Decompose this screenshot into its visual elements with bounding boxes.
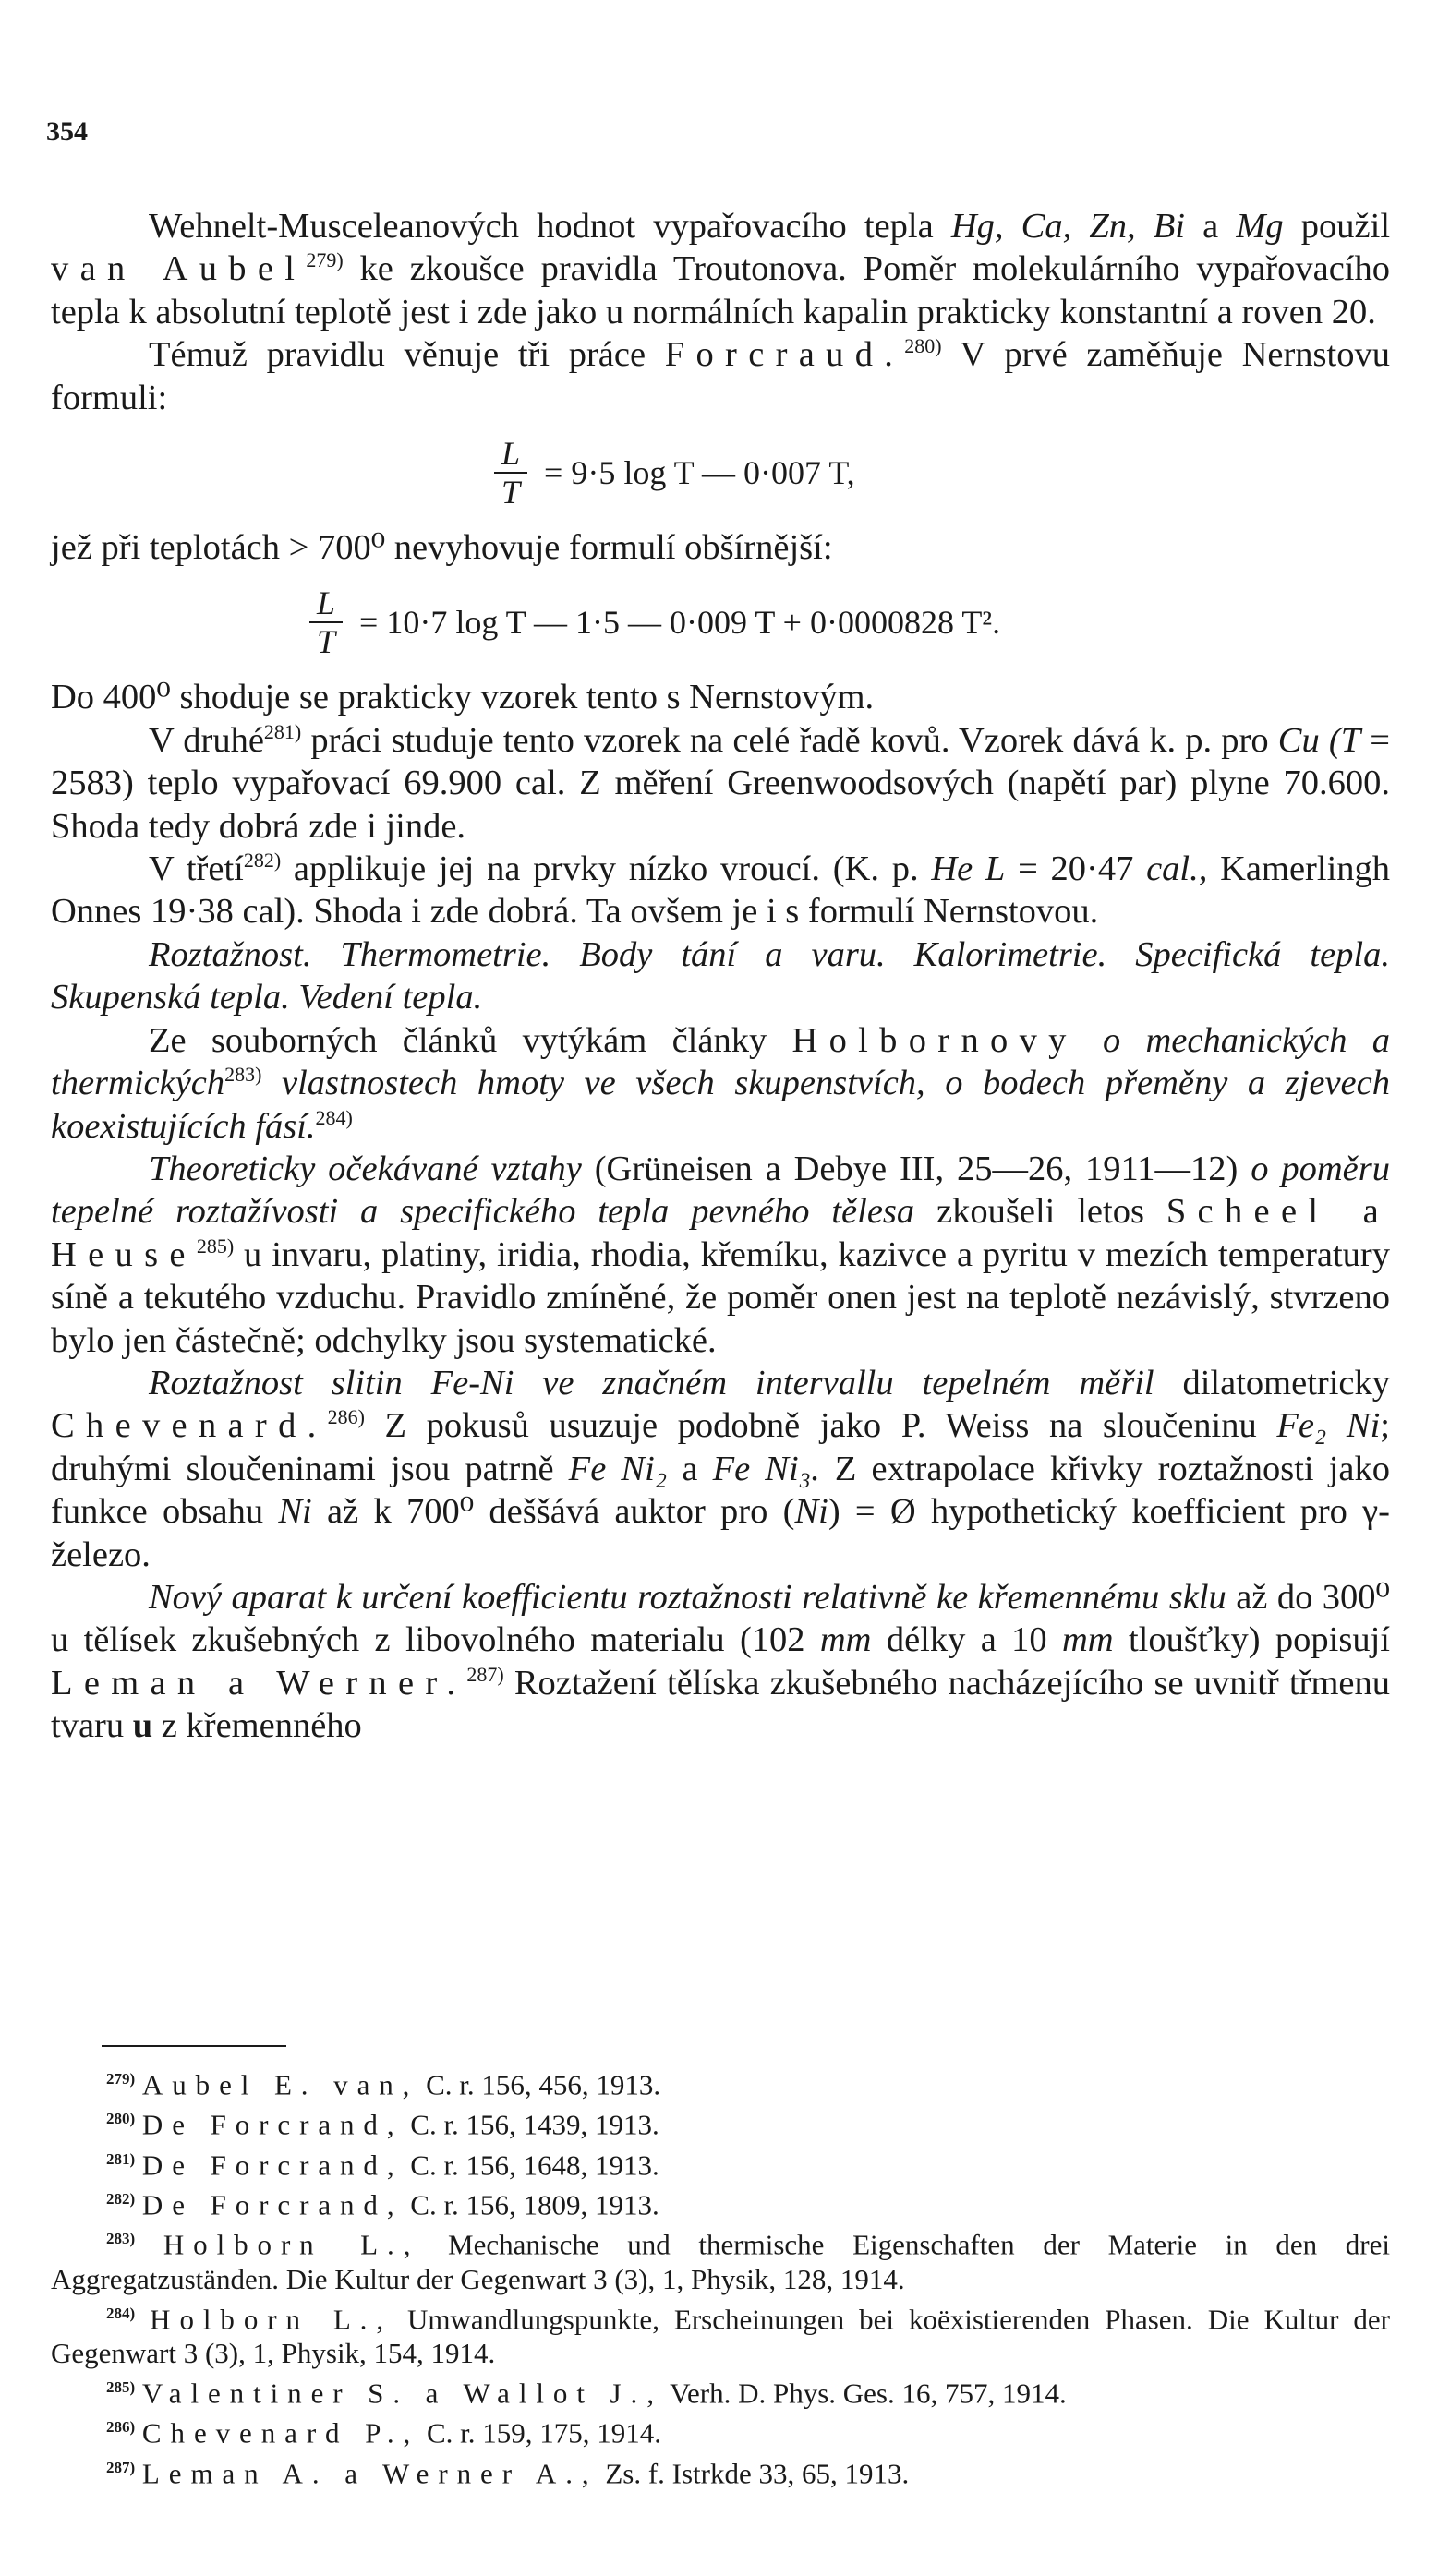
formula-rhs: = 9·5 log T — 0·007 T, [544, 453, 855, 491]
text-span: u invaru, platiny, iridia, rhodia, křemíku, kazivce a pyritu v mezích temperatury síně a tekutého vzduchu. Pravidlo zmíněné, že poměr onen jest na teplotě nezávislý, stvrzeno bylo jen částečně; odchylky jsou systematické. [51, 1234, 1390, 1360]
text-span: Z pokusů usuzuje podobně jako P. Weiss na sloučeninu [364, 1406, 1277, 1446]
footnote [51, 2370, 1390, 2410]
text-span: mm [819, 1620, 872, 1660]
paragraph-3: jež při teplotách > 700⁰ nevyhovuje formulí obšírnější: [51, 528, 833, 568]
fraction-numerator: L [309, 584, 343, 623]
text-span: Nový aparat k určení koefficientu roztažnosti relativně ke křemennému sklu [149, 1577, 1226, 1617]
footnote-author: Chevenard P., [141, 2416, 420, 2450]
text-span: tloušťky) popisují [1113, 1620, 1390, 1660]
footnote-ref: 279) [306, 248, 344, 272]
paragraph-7 [51, 1019, 1390, 1148]
footnote-author: Leman A. a Werner A., [141, 2456, 598, 2489]
text-span: práci studuje tento vzorek na celé řadě kovů. Vzorek dává k. p. pro [301, 720, 1278, 760]
footnote-text: Verh. D. Phys. Ges. 16, 757, 1914. [662, 2377, 1067, 2410]
footnote [51, 2101, 1390, 2141]
paragraph-10 [51, 1576, 1390, 1748]
paragraph-6 [51, 848, 1390, 933]
paragraph-2 [51, 333, 1390, 419]
text-span: Témuž pravidlu věnuje tři práce [149, 335, 665, 375]
text-span: He L [931, 849, 1006, 889]
body-text [51, 205, 1390, 1748]
text-span: délky a 10 [871, 1620, 1062, 1660]
fraction-denominator: T [317, 623, 336, 661]
text-span: Ze souborných článků vytýkám články [149, 1020, 792, 1060]
footnote [51, 2182, 1390, 2221]
footnote [51, 2450, 1390, 2490]
footnote-text: C. r. 156, 1648, 1913. [403, 2148, 659, 2181]
footnote-author: Aubel E. van, [141, 2068, 419, 2101]
text-span: V prvé zaměňuje Nernstovu formuli: [51, 335, 1390, 417]
fraction-numerator: L [494, 435, 527, 474]
text-span: = 20·47 [1005, 849, 1147, 889]
footnote-mark: 282) [106, 2189, 136, 2208]
footnote-mark: 283) [106, 2230, 136, 2248]
footnote-ref: 281) [263, 720, 302, 744]
text-span: Wehnelt-Musceleanových hodnot vypařovacího tepla [149, 207, 951, 246]
text-span: V třetí [149, 849, 244, 889]
text-span [1078, 1021, 1103, 1060]
footnote-ref: 287) [466, 1662, 504, 1686]
text-span: Fe Ni₂ [568, 1449, 668, 1488]
footnote-author: De Forcrand, [141, 2188, 404, 2221]
paragraph-1 [51, 205, 1390, 333]
footnote-text: C. r. 159, 175, 1914. [419, 2416, 662, 2450]
footnote-ref: 283) [224, 1063, 262, 1087]
footnote-mark: 279) [106, 2070, 136, 2088]
text-span: z křemenného [152, 1706, 362, 1746]
text-span: Cu (T [1277, 720, 1361, 760]
text-span: V druhé [149, 720, 264, 760]
footnote-author: De Forcrand, [141, 2148, 404, 2181]
text-span: u [132, 1706, 153, 1746]
text-span: Fe Ni₃. [712, 1449, 820, 1488]
author-name: Chevenard. [51, 1406, 328, 1446]
author-name: Forcraud. [664, 335, 905, 375]
footnote-mark: 280) [106, 2110, 136, 2128]
footnote-mark: 286) [106, 2418, 136, 2437]
text-span: o poměru tepelné roztažívosti a specifického tepla pevného tělesa [51, 1149, 1390, 1232]
text-span: Mg [1236, 207, 1284, 246]
author-name: van Aubel [51, 249, 307, 289]
footnote-mark: 285) [106, 2377, 136, 2396]
text-span: až do 300⁰ u tělísek zkušebných z libovolného materialu (102 [51, 1577, 1390, 1660]
footnote-ref: 286) [327, 1405, 365, 1429]
footnote-text: Zs. f. Istrkde 33, 65, 1913. [598, 2456, 910, 2489]
text-span: o mechanických a thermických [51, 1020, 1391, 1103]
text-span: Roztažení tělíska zkušebného nacházejícího se uvnitř třmenu tvaru [51, 1663, 1390, 1746]
footnote-author: Valentiner S. a Wallot J., [141, 2377, 663, 2410]
text-span: Hg, Ca, Zn, Bi [950, 207, 1185, 246]
text-span: Roztažnost slitin Fe-Ni ve značném intervallu tepelném měřil [149, 1363, 1154, 1402]
text-span: Theoreticky očekávané vztahy [149, 1149, 582, 1188]
text-span: Fe₂ Ni [1276, 1406, 1381, 1446]
text-span: cal., [1146, 849, 1208, 889]
fraction [494, 435, 527, 511]
text-span: Ni [794, 1492, 828, 1532]
text-span: ke zkoušce pravidla Troutonova. Poměr molekulárního vypařovacího tepla k absolutní teplotě jest i zde jako u normálních kapalin prakticky konstantní a roven 20. [51, 249, 1390, 331]
author-name: Scheel a Heuse [51, 1192, 1390, 1274]
footnotes [51, 2062, 1390, 2490]
paragraph-5 [51, 719, 1390, 848]
text-span: použil [1283, 207, 1391, 246]
footnote-ref: 284) [315, 1105, 353, 1129]
formula-2 [51, 578, 1390, 667]
paragraph-8 [51, 1148, 1390, 1362]
author-name: Holbornovy [791, 1020, 1078, 1060]
footnote-ref: 280) [904, 334, 942, 358]
formula-rhs: = 10·7 log T — 1·5 — 0·009 T + 0·0000828 T². [359, 604, 1001, 642]
footnote [51, 2296, 1390, 2370]
footnote-author: De Forcrand, [141, 2108, 404, 2141]
footnote-author: Holborn L., [150, 2302, 393, 2335]
text-span: až k 700⁰ deššává auktor pro ( [311, 1492, 795, 1532]
text-span: (Grüneisen a Debye III, 25—26, 1911—12) [581, 1149, 1251, 1188]
text-span: Ni [278, 1492, 312, 1532]
section-title: Roztažnost. Thermometrie. Body tání a varu. Kalorimetrie. Specifická tepla. Skupenská tepla. Vedení tepla. [51, 934, 1390, 1017]
footnote-text: C. r. 156, 456, 1913. [418, 2068, 661, 2101]
footnote-author: Holborn L., [163, 2228, 420, 2261]
paragraph-4: Do 400⁰ shoduje se prakticky vzorek tento s Nernstovým. [51, 678, 875, 717]
footnote-text: Umwandlungspunkte, Erscheinungen bei koëxistierenden Phasen. Die Kultur der Gegenwart 3 (3), 1, Physik, 154, 1914. [51, 2302, 1390, 2369]
footnote [51, 2142, 1390, 2182]
footnote-text: Mechanische und thermische Eigenschaften der Materie in den drei Aggregatzuständen. Die Kultur der Gegenwart 3 (3), 1, Physik, 128, 1914. [51, 2228, 1391, 2295]
text-span: dilatometricky [1154, 1363, 1390, 1402]
footnote-mark: 287) [106, 2458, 136, 2476]
footnote-ref: 285) [196, 1234, 235, 1258]
footnote-mark: 284) [106, 2304, 136, 2322]
text-span: ; druhými sloučeninami jsou patrně [51, 1406, 1390, 1488]
footnote-text: C. r. 156, 1809, 1913. [403, 2188, 659, 2221]
text-span: a [667, 1449, 713, 1488]
text-span: ) = Ø hypothetický koefficient pro γ-železo. [51, 1492, 1390, 1574]
footnote [51, 2062, 1390, 2101]
text-span: Z extrapolace křivky roztažnosti jako funkce obsahu [51, 1449, 1391, 1532]
page-number: 354 [46, 116, 88, 147]
author-name: Leman a Werner. [51, 1663, 467, 1703]
text-span: mm [1061, 1620, 1114, 1660]
paragraph-9 [51, 1362, 1390, 1576]
text-span: Kamerlingh Onnes 19·38 cal). Shoda i zde dobrá. Ta ovšem je i s formulí Nernstovou. [51, 849, 1391, 932]
footnote-text: C. r. 156, 1439, 1913. [403, 2108, 659, 2141]
text-span: = 2583) teplo vypařovací 69.900 cal. Z měření Greenwoodsových (napětí par) plyne 70.600. Shoda tedy dobrá zde i jinde. [51, 720, 1390, 846]
footnote [51, 2221, 1390, 2295]
text-span: a [1184, 207, 1237, 246]
text-span: vlastnostech hmoty ve všech skupenstvích, o bodech přeměny a zjevech koexistujících fásí. [51, 1064, 1390, 1146]
text-span: applikuje jej na prvky nízko vroucí. (K. p. [281, 849, 932, 889]
footnote-ref: 282) [243, 849, 282, 873]
footnote-mark: 281) [106, 2149, 136, 2168]
fraction-denominator: T [501, 474, 521, 512]
fraction [309, 584, 343, 660]
footnote [51, 2410, 1390, 2450]
text-span: zkoušeli letos [914, 1192, 1166, 1232]
formula-1 [51, 428, 1390, 517]
footnote-rule [102, 2045, 286, 2047]
